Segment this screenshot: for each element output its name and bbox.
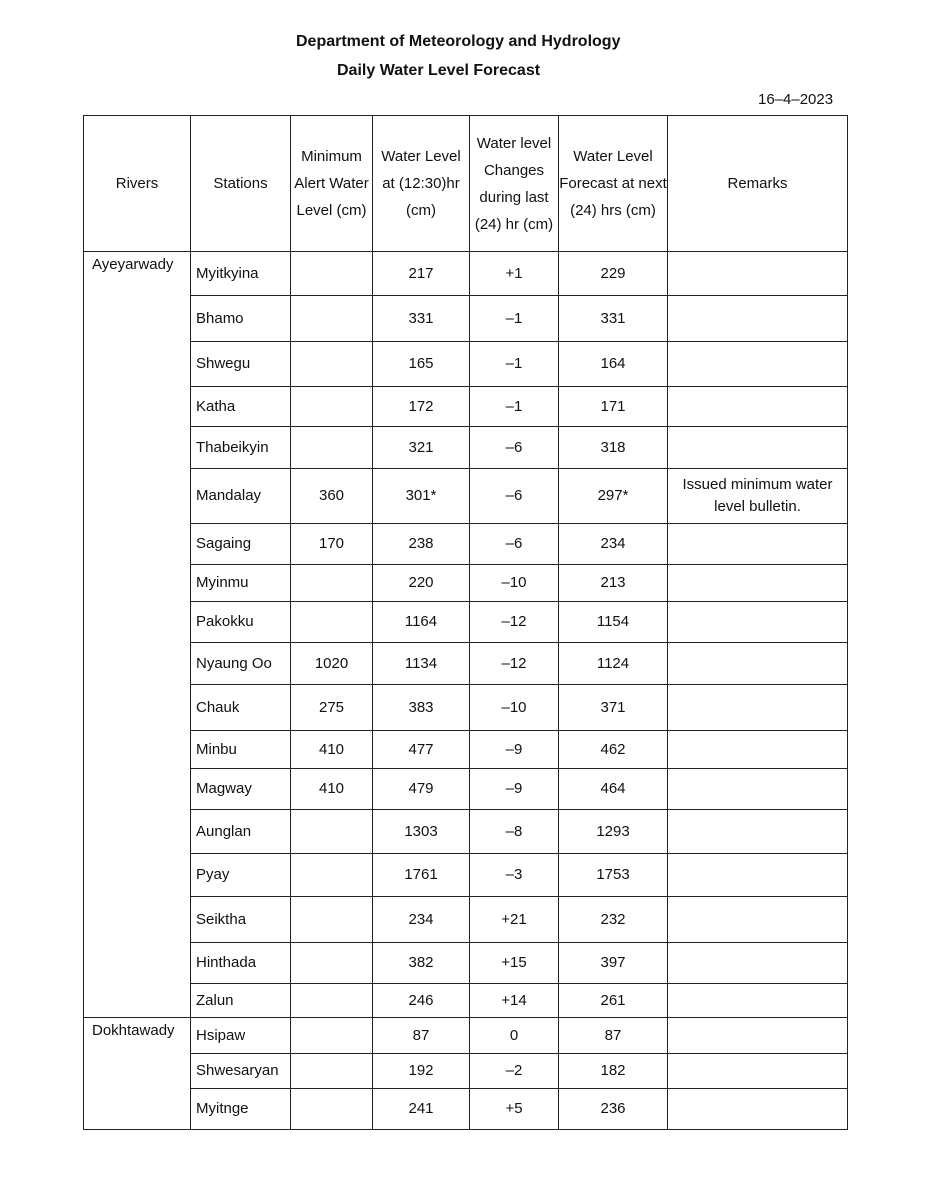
remarks-value	[668, 984, 848, 1018]
forecast-value: 261	[559, 984, 668, 1018]
table-row	[84, 602, 848, 643]
water-level-value: 165	[373, 342, 470, 387]
table-row	[84, 854, 848, 897]
water-level-value: 87	[373, 1018, 470, 1054]
forecast-value: 464	[559, 769, 668, 810]
forecast-value: 229	[559, 252, 668, 296]
remarks-value	[668, 643, 848, 685]
min-alert-value: 275	[291, 685, 373, 731]
min-alert-value: 410	[291, 731, 373, 769]
min-alert-value	[291, 427, 373, 469]
forecast-value: 213	[559, 565, 668, 602]
water-level-value: 477	[373, 731, 470, 769]
station-name: Shwegu	[191, 342, 291, 387]
column-header-stations: Stations	[191, 116, 291, 252]
station-name: Nyaung Oo	[191, 643, 291, 685]
station-name: Myitkyina	[191, 252, 291, 296]
document-subtitle: Daily Water Level Forecast	[337, 62, 541, 79]
station-name: Pyay	[191, 854, 291, 897]
level-change-value: –12	[470, 602, 559, 643]
station-name: Pakokku	[191, 602, 291, 643]
level-change-value: –2	[470, 1054, 559, 1089]
station-name: Minbu	[191, 731, 291, 769]
min-alert-value	[291, 943, 373, 984]
table-row	[84, 427, 848, 469]
station-name: Aunglan	[191, 810, 291, 854]
column-header-remarks: Remarks	[668, 116, 848, 252]
water-level-value: 331	[373, 296, 470, 342]
column-header-water-level: Water Level at (12:30)hr (cm)	[373, 116, 470, 252]
station-name: Zalun	[191, 984, 291, 1018]
forecast-value: 164	[559, 342, 668, 387]
forecast-value: 397	[559, 943, 668, 984]
water-level-value: 321	[373, 427, 470, 469]
forecast-value: 462	[559, 731, 668, 769]
column-header-min-alert: Minimum Alert Water Level (cm)	[291, 116, 373, 252]
river-name: Dokhtawady	[84, 1018, 191, 1130]
forecast-value: 1154	[559, 602, 668, 643]
water-level-value: 383	[373, 685, 470, 731]
water-level-value: 192	[373, 1054, 470, 1089]
table-row	[84, 469, 848, 524]
forecast-value: 236	[559, 1089, 668, 1130]
remarks-value	[668, 565, 848, 602]
min-alert-value	[291, 387, 373, 427]
min-alert-value: 170	[291, 524, 373, 565]
table-row	[84, 984, 848, 1018]
station-name: Thabeikyin	[191, 427, 291, 469]
table-row	[84, 387, 848, 427]
level-change-value: –1	[470, 342, 559, 387]
level-change-value: –1	[470, 296, 559, 342]
remarks-value	[668, 296, 848, 342]
min-alert-value	[291, 602, 373, 643]
table-row	[84, 897, 848, 943]
remarks-value	[668, 252, 848, 296]
level-change-value: 0	[470, 1018, 559, 1054]
station-name: Magway	[191, 769, 291, 810]
remarks-value	[668, 854, 848, 897]
water-level-value: 479	[373, 769, 470, 810]
column-header-forecast: Water Level Forecast at next (24) hrs (cm)	[559, 116, 668, 252]
forecast-value: 182	[559, 1054, 668, 1089]
water-level-value: 382	[373, 943, 470, 984]
water-level-value: 217	[373, 252, 470, 296]
level-change-value: +21	[470, 897, 559, 943]
forecast-value: 297*	[559, 469, 668, 524]
remarks-value	[668, 897, 848, 943]
level-change-value: –6	[470, 469, 559, 524]
station-name: Hinthada	[191, 943, 291, 984]
remarks-value	[668, 731, 848, 769]
remarks-value	[668, 810, 848, 854]
min-alert-value	[291, 342, 373, 387]
table-row	[84, 1089, 848, 1130]
table-row	[84, 943, 848, 984]
river-name: Ayeyarwady	[84, 252, 191, 1018]
column-header-level-change: Water level Changes during last (24) hr (cm)	[470, 116, 559, 252]
water-level-value: 238	[373, 524, 470, 565]
level-change-value: –1	[470, 387, 559, 427]
min-alert-value: 410	[291, 769, 373, 810]
document-title: Department of Meteorology and Hydrology	[296, 33, 621, 50]
level-change-value: –6	[470, 427, 559, 469]
table-row	[84, 1018, 848, 1054]
level-change-value: –3	[470, 854, 559, 897]
remarks-value	[668, 769, 848, 810]
forecast-value: 1124	[559, 643, 668, 685]
forecast-value: 232	[559, 897, 668, 943]
remarks-value	[668, 602, 848, 643]
remarks-value	[668, 1054, 848, 1089]
level-change-value: –9	[470, 731, 559, 769]
table-row	[84, 296, 848, 342]
level-change-value: –8	[470, 810, 559, 854]
station-name: Bhamo	[191, 296, 291, 342]
min-alert-value: 360	[291, 469, 373, 524]
water-level-value: 1164	[373, 602, 470, 643]
min-alert-value	[291, 565, 373, 602]
water-level-value: 246	[373, 984, 470, 1018]
table-row	[84, 565, 848, 602]
forecast-value: 1293	[559, 810, 668, 854]
table-row	[84, 810, 848, 854]
report-date: 16–4–2023	[758, 91, 834, 108]
station-name: Katha	[191, 387, 291, 427]
remarks-value	[668, 524, 848, 565]
water-level-value: 172	[373, 387, 470, 427]
station-name: Mandalay	[191, 469, 291, 524]
forecast-value: 318	[559, 427, 668, 469]
station-name: Seiktha	[191, 897, 291, 943]
level-change-value: –6	[470, 524, 559, 565]
level-change-value: –10	[470, 565, 559, 602]
min-alert-value	[291, 984, 373, 1018]
remarks-value: Issued minimum water level bulletin.	[668, 469, 848, 524]
forecast-value: 371	[559, 685, 668, 731]
remarks-value	[668, 342, 848, 387]
min-alert-value: 1020	[291, 643, 373, 685]
remarks-value	[668, 427, 848, 469]
min-alert-value	[291, 252, 373, 296]
table-row	[84, 342, 848, 387]
water-level-value: 234	[373, 897, 470, 943]
water-level-value: 1761	[373, 854, 470, 897]
level-change-value: +15	[470, 943, 559, 984]
level-change-value: +14	[470, 984, 559, 1018]
table-row	[84, 524, 848, 565]
level-change-value: +1	[470, 252, 559, 296]
forecast-value: 234	[559, 524, 668, 565]
table-row	[84, 685, 848, 731]
forecast-value: 331	[559, 296, 668, 342]
table-row	[84, 252, 848, 296]
station-name: Hsipaw	[191, 1018, 291, 1054]
water-level-table	[83, 115, 848, 1130]
station-name: Myitnge	[191, 1089, 291, 1130]
station-name: Myinmu	[191, 565, 291, 602]
forecast-value: 171	[559, 387, 668, 427]
table-row	[84, 643, 848, 685]
table-header-row	[84, 116, 848, 252]
level-change-value: –12	[470, 643, 559, 685]
remarks-value	[668, 1018, 848, 1054]
min-alert-value	[291, 810, 373, 854]
station-name: Shwesaryan	[191, 1054, 291, 1089]
forecast-value: 87	[559, 1018, 668, 1054]
water-level-value: 1134	[373, 643, 470, 685]
remarks-value	[668, 1089, 848, 1130]
water-level-value: 301*	[373, 469, 470, 524]
water-level-value: 220	[373, 565, 470, 602]
min-alert-value	[291, 897, 373, 943]
table-row	[84, 769, 848, 810]
level-change-value: –9	[470, 769, 559, 810]
min-alert-value	[291, 1018, 373, 1054]
table-row	[84, 731, 848, 769]
column-header-rivers: Rivers	[84, 116, 191, 252]
water-level-value: 241	[373, 1089, 470, 1130]
station-name: Chauk	[191, 685, 291, 731]
min-alert-value	[291, 854, 373, 897]
level-change-value: –10	[470, 685, 559, 731]
table-row	[84, 1054, 848, 1089]
water-level-value: 1303	[373, 810, 470, 854]
level-change-value: +5	[470, 1089, 559, 1130]
remarks-value	[668, 387, 848, 427]
min-alert-value	[291, 1089, 373, 1130]
min-alert-value	[291, 296, 373, 342]
forecast-value: 1753	[559, 854, 668, 897]
remarks-value	[668, 943, 848, 984]
station-name: Sagaing	[191, 524, 291, 565]
min-alert-value	[291, 1054, 373, 1089]
remarks-value	[668, 685, 848, 731]
